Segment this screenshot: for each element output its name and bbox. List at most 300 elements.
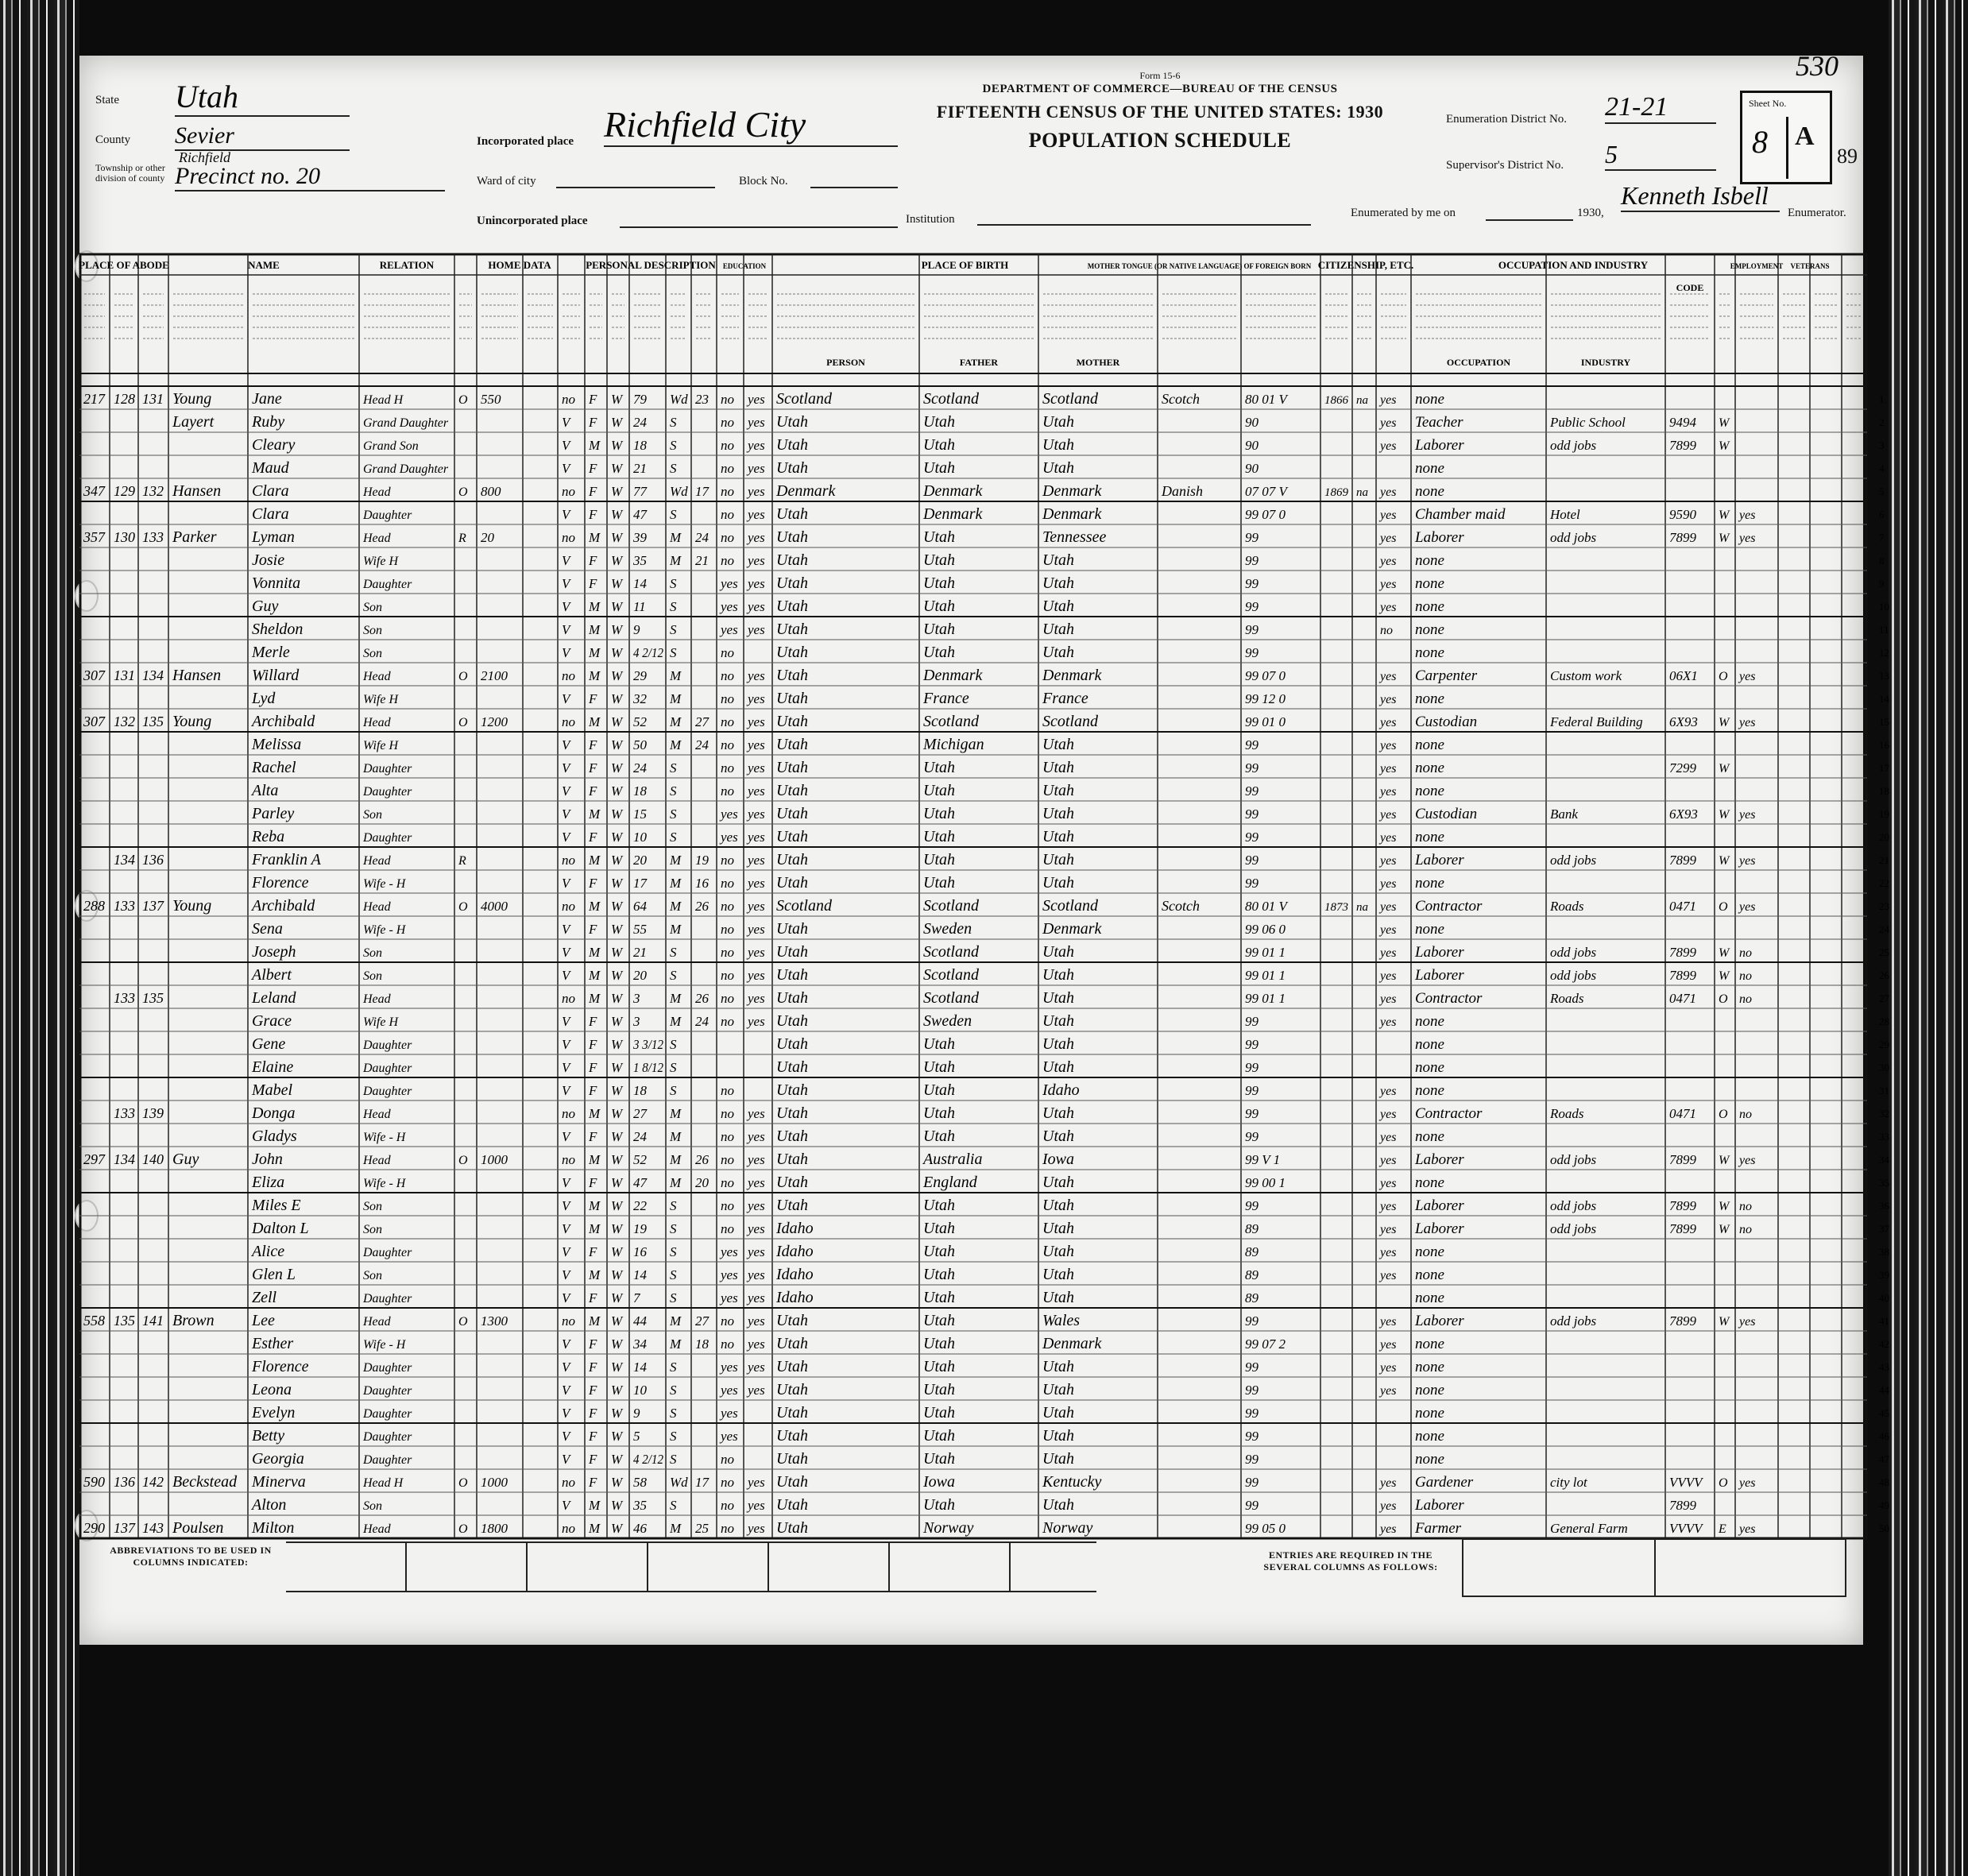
line-number: 44: [1879, 1384, 1889, 1396]
cell-bp: Utah: [776, 1450, 808, 1468]
cell-rd: yes: [748, 783, 765, 799]
cell-fa: Norway: [923, 1519, 974, 1537]
cell-rel: Wife H: [363, 1015, 398, 1029]
cell-sex: F: [589, 1083, 597, 1098]
cell-sex: F: [589, 1475, 597, 1490]
cell-farm: V: [562, 576, 570, 591]
table-row: [79, 644, 1889, 663]
cell-sch: yes: [721, 806, 738, 822]
cell-dw: 134: [114, 1151, 135, 1167]
cell-val: 1200: [481, 714, 508, 729]
cell-cd: 99: [1245, 876, 1259, 891]
cell-race: W: [611, 622, 623, 637]
line-number: 32: [1879, 1108, 1889, 1120]
cell-eng: yes: [1380, 1200, 1397, 1213]
cell-own: R: [458, 532, 466, 545]
cell-eng: yes: [1380, 1015, 1397, 1029]
cell-age: 3: [633, 991, 640, 1006]
cell-sex: M: [589, 899, 601, 914]
cell-mo: Iowa: [1042, 1151, 1074, 1168]
cell-mo: Utah: [1042, 1289, 1074, 1306]
cell-bp: Utah: [776, 1012, 808, 1030]
table-row: [79, 1519, 1889, 1538]
cell-fam: 133: [142, 529, 164, 545]
cell-sex: M: [589, 853, 601, 868]
table-row: [79, 621, 1889, 640]
cell-mo: Denmark: [1042, 505, 1102, 523]
cell-sex: F: [589, 1037, 597, 1052]
cell-given: Clara: [252, 482, 289, 500]
cell-sch: no: [721, 737, 734, 752]
cell-rel: Grand Daughter: [363, 462, 449, 476]
cell-eng: yes: [1380, 1315, 1397, 1329]
cell-ind: odd jobs: [1550, 530, 1597, 545]
cell-sex: M: [589, 1198, 601, 1213]
cell-occ: none: [1415, 644, 1444, 661]
cell-rel: Son: [363, 1269, 382, 1282]
cell-occ: Laborer: [1415, 1151, 1464, 1168]
cell-occ: none: [1415, 1359, 1444, 1375]
cell-fa: Utah: [923, 551, 955, 569]
cell-code: VVVV: [1669, 1475, 1703, 1490]
cell-sch: yes: [721, 599, 738, 614]
cell-eng: yes: [1380, 439, 1397, 453]
cell-agem: 21: [695, 553, 709, 568]
cell-eng: yes: [1380, 1522, 1397, 1536]
cell-bp: Utah: [776, 574, 808, 592]
cell-cls: O: [1719, 992, 1728, 1006]
cell-agem: 26: [695, 991, 709, 1006]
cell-bp: Utah: [776, 1496, 808, 1514]
cell-race: W: [611, 553, 623, 568]
cell-cd: 99 01 1: [1245, 991, 1286, 1006]
cell-farm: V: [562, 1498, 570, 1513]
cell-rel: Grand Daughter: [363, 416, 449, 430]
cell-fa: Utah: [923, 1035, 955, 1053]
cell-mar: S: [670, 945, 677, 960]
cell-agem: 24: [695, 530, 709, 545]
cell-eng: yes: [1380, 1476, 1397, 1490]
cell-mar: Wd: [670, 392, 688, 407]
cell-sch: no: [721, 1083, 734, 1098]
cell-sch: no: [721, 484, 734, 499]
cell-sch: yes: [721, 1244, 738, 1259]
cell-farm: no: [562, 1475, 575, 1490]
table-row: [79, 713, 1889, 732]
cell-rd: yes: [748, 1267, 765, 1282]
cell-cls: O: [1719, 670, 1728, 683]
cell-eng: yes: [1380, 1108, 1397, 1121]
cell-age: 1 8/12: [633, 1060, 664, 1075]
cell-eng: yes: [1380, 739, 1397, 752]
township-label: Township or other division of county: [95, 162, 165, 184]
cell-fa: Sweden: [923, 1012, 972, 1030]
cell-cls: W: [1719, 439, 1730, 453]
cell-mar: S: [670, 645, 677, 660]
cell-emp: no: [1739, 969, 1752, 983]
cell-eng: yes: [1380, 1499, 1397, 1513]
cell-mar: S: [670, 576, 677, 591]
cell-rd: yes: [748, 1106, 765, 1121]
cell-eng: yes: [1380, 1085, 1397, 1098]
cell-eng: yes: [1380, 601, 1397, 614]
cell-val: 800: [481, 484, 501, 499]
cell-age: 29: [633, 668, 647, 683]
cell-tongue: Scotch: [1162, 391, 1200, 407]
cell-mo: Denmark: [1042, 482, 1102, 500]
cell-sch: no: [721, 714, 734, 729]
cell-bp: Utah: [776, 1358, 808, 1375]
cell-rel: Head: [363, 1154, 391, 1167]
institution-label: Institution: [906, 213, 955, 226]
table-row: [79, 1381, 1890, 1400]
cell-rel: Wife - H: [363, 1177, 406, 1190]
cell-eng: yes: [1380, 854, 1397, 868]
cell-occ: none: [1415, 1013, 1444, 1030]
cell-fa: Utah: [923, 436, 955, 454]
cell-age: 5: [633, 1429, 640, 1444]
cell-rd: yes: [748, 760, 765, 776]
cell-occ: none: [1415, 1451, 1444, 1468]
cell-mar: S: [670, 438, 677, 453]
cell-agem: 19: [695, 853, 709, 868]
cell-mar: S: [670, 1498, 677, 1513]
census-sheet: [79, 50, 1889, 1645]
cell-rel: Head: [363, 1108, 391, 1121]
cell-ind: odd jobs: [1550, 1221, 1597, 1236]
cell-given: Jane: [252, 390, 282, 408]
cell-age: 10: [633, 830, 647, 845]
cell-st: 297: [83, 1151, 105, 1167]
cell-code: 7899: [1669, 438, 1696, 453]
cell-eng: yes: [1380, 509, 1397, 522]
cell-bp: Scotland: [776, 390, 832, 408]
enumerated-label: Enumerated by me on: [1351, 207, 1456, 219]
cell-rd: yes: [748, 1383, 765, 1398]
cell-given: Dalton L: [252, 1220, 309, 1237]
column-header-mother: MOTHER: [1076, 357, 1120, 368]
line-number: 47: [1879, 1453, 1889, 1465]
line-number: 8: [1879, 555, 1885, 567]
cell-code: 9590: [1669, 507, 1696, 522]
cell-occ: Gardener: [1415, 1474, 1474, 1491]
cell-age: 50: [633, 737, 647, 752]
cell-mo: Utah: [1042, 1381, 1074, 1398]
group-header-citizen: CITIZENSHIP, ETC.: [1317, 259, 1414, 271]
cell-given: Milton: [252, 1519, 295, 1537]
cell-eng: yes: [1380, 900, 1397, 914]
cell-mo: Denmark: [1042, 920, 1102, 938]
cell-mo: Utah: [1042, 1220, 1074, 1237]
cell-eng: yes: [1380, 555, 1397, 568]
cell-mo: Scotland: [1042, 897, 1098, 915]
cell-bp: Utah: [776, 874, 808, 892]
cell-dw: 133: [114, 990, 135, 1006]
cell-mo: Denmark: [1042, 667, 1102, 684]
cell-sex: F: [589, 1452, 597, 1467]
table-row: [79, 782, 1889, 801]
sd-label: Supervisor's District No.: [1446, 159, 1564, 172]
cell-sex: M: [589, 668, 601, 683]
cell-age: 15: [633, 806, 647, 822]
line-number: 16: [1879, 739, 1889, 751]
cell-mo: Utah: [1042, 943, 1074, 961]
cell-farm: V: [562, 1221, 570, 1236]
cell-fa: Utah: [923, 805, 955, 822]
cell-rd: yes: [748, 991, 765, 1006]
cell-farm: V: [562, 1452, 570, 1467]
cell-emp: no: [1739, 1223, 1752, 1236]
cell-agem: 18: [695, 1336, 709, 1352]
cell-occ: Contractor: [1415, 990, 1483, 1007]
cell-sex: M: [589, 1498, 601, 1513]
cell-rd: yes: [748, 714, 765, 729]
cell-farm: V: [562, 553, 570, 568]
table-row: [79, 759, 1890, 778]
table-row: [79, 1243, 1889, 1262]
cell-age: 22: [633, 1198, 647, 1213]
cell-fa: Utah: [923, 828, 955, 845]
cell-cd: 99: [1245, 737, 1259, 752]
cell-mar: M: [670, 530, 682, 545]
cell-bp: Utah: [776, 1381, 808, 1398]
department: DEPARTMENT OF COMMERCE—BUREAU OF THE CENSUS: [982, 83, 1338, 95]
cell-cd: 99: [1245, 622, 1259, 637]
cell-rel: Head: [363, 900, 391, 914]
cell-age: 21: [633, 945, 647, 960]
cell-age: 18: [633, 438, 647, 453]
cell-rd: yes: [748, 1290, 765, 1305]
table-row: [79, 828, 1889, 847]
institution-value: [977, 208, 1311, 226]
cell-farm: V: [562, 1037, 570, 1052]
cell-given: Esther: [252, 1335, 294, 1352]
table-row: [79, 989, 1890, 1008]
cell-bp: Idaho: [776, 1243, 814, 1260]
cell-sch: yes: [721, 622, 738, 637]
cell-rd: yes: [748, 599, 765, 614]
cell-mar: S: [670, 1267, 677, 1282]
cell-rel: Wife - H: [363, 1131, 406, 1144]
cell-cls: W: [1719, 969, 1730, 983]
ward-label: Ward of city: [477, 175, 536, 188]
cell-eng: no: [1380, 624, 1393, 637]
cell-mo: Utah: [1042, 551, 1074, 569]
cell-bp: Utah: [776, 1427, 808, 1445]
line-number: 46: [1879, 1430, 1889, 1442]
cell-farm: V: [562, 1383, 570, 1398]
cell-given: Reba: [252, 828, 285, 845]
cell-rel: Head: [363, 670, 391, 683]
cell-mo: Utah: [1042, 1174, 1074, 1191]
cell-cd: 89: [1245, 1221, 1259, 1236]
cell-cd: 99 00 1: [1245, 1175, 1286, 1190]
cell-rd: yes: [748, 507, 765, 522]
cell-rd: yes: [748, 1475, 765, 1490]
cell-eng: yes: [1380, 992, 1397, 1006]
line-number: 31: [1879, 1085, 1889, 1097]
cell-cd: 99: [1245, 530, 1259, 545]
cell-occ: none: [1415, 552, 1444, 569]
line-number: 42: [1879, 1338, 1889, 1350]
cell-cd: 99: [1245, 645, 1259, 660]
cell-given: Leland: [252, 989, 296, 1007]
cell-dw: 128: [114, 391, 135, 407]
cell-rd: yes: [748, 484, 765, 499]
line-number: 28: [1879, 1015, 1889, 1027]
table-row: [79, 551, 1885, 571]
table-row: [79, 966, 1890, 985]
grid-frame: [80, 254, 1866, 1538]
cell-rd: yes: [748, 1175, 765, 1190]
line-number: 21: [1879, 854, 1889, 866]
cell-rel: Son: [363, 601, 382, 614]
cell-given: Florence: [252, 1358, 309, 1375]
group-header-occupation: OCCUPATION AND INDUSTRY: [1498, 259, 1649, 271]
cell-rel: Head: [363, 1315, 391, 1329]
cell-farm: no: [562, 1313, 575, 1329]
line-number: 45: [1879, 1407, 1889, 1419]
cell-agem: 25: [695, 1521, 709, 1536]
cell-age: 17: [633, 876, 647, 891]
line-number: 1: [1879, 393, 1885, 405]
cell-rel: Son: [363, 808, 382, 822]
cell-race: W: [611, 1383, 623, 1398]
cell-rel: Daughter: [363, 1085, 412, 1098]
cell-own: O: [458, 900, 468, 914]
cell-farm: V: [562, 945, 570, 960]
cell-given: John: [252, 1151, 283, 1168]
side-number: 89: [1837, 145, 1858, 168]
cell-rel: Head: [363, 1522, 391, 1536]
cell-mar: M: [670, 1521, 682, 1536]
cell-bp: Utah: [776, 805, 808, 822]
cell-fa: Denmark: [923, 482, 983, 500]
ed-value: 21-21: [1605, 92, 1716, 124]
cell-given: Alton: [252, 1496, 287, 1514]
cell-bp: Utah: [776, 713, 808, 730]
cell-agem: 27: [695, 1313, 709, 1329]
cell-fa: Scotland: [923, 713, 979, 730]
cell-race: W: [611, 1198, 623, 1213]
cell-rd: yes: [748, 899, 765, 914]
cell-mar: M: [670, 553, 682, 568]
cell-age: 35: [633, 1498, 647, 1513]
cell-farm: V: [562, 599, 570, 614]
table-row: [79, 598, 1889, 617]
cell-fa: Utah: [923, 1058, 955, 1076]
cell-bp: Utah: [776, 828, 808, 845]
cell-occ: none: [1415, 760, 1444, 776]
cell-cd: 99 07 0: [1245, 507, 1286, 522]
column-header-person: PERSON: [826, 357, 865, 368]
cell-sex: F: [589, 760, 597, 776]
cell-farm: V: [562, 645, 570, 660]
cell-mar: M: [670, 991, 682, 1006]
cell-rel: Daughter: [363, 1384, 412, 1398]
line-number: 24: [1879, 923, 1889, 935]
cell-given: Josie: [252, 551, 285, 569]
cell-age: 19: [633, 1221, 647, 1236]
cell-sch: no: [721, 899, 734, 914]
cell-mar: S: [670, 1198, 677, 1213]
cell-age: 64: [633, 899, 647, 914]
form-number: Form 15-6: [1139, 70, 1181, 81]
sheet-number: 8: [1752, 124, 1768, 160]
cell-given: Rachel: [252, 759, 296, 776]
cell-occ: none: [1415, 1082, 1444, 1099]
cell-dw: 133: [114, 1105, 135, 1121]
cell-emp: yes: [1739, 808, 1756, 822]
census-title: FIFTEENTH CENSUS OF THE UNITED STATES: 1930: [936, 102, 1384, 122]
cell-occ: none: [1415, 460, 1444, 477]
cell-fa: Utah: [923, 1358, 955, 1375]
cell-cd: 07 07 V: [1245, 484, 1287, 499]
cell-rd: yes: [748, 415, 765, 430]
cell-given: Willard: [252, 667, 300, 684]
cell-cd: 99 01 1: [1245, 945, 1286, 960]
cell-rel: Wife H: [363, 555, 398, 568]
line-number: 30: [1879, 1062, 1889, 1073]
cell-farm: no: [562, 484, 575, 499]
cell-rd: yes: [748, 968, 765, 983]
cell-dw: 137: [114, 1520, 135, 1536]
cell-given: Joseph: [252, 943, 296, 961]
cell-fa: Utah: [923, 1289, 955, 1306]
cell-race: W: [611, 1152, 623, 1167]
line-number: 25: [1879, 946, 1889, 958]
cell-cd: 99: [1245, 599, 1259, 614]
cell-rd: yes: [748, 1313, 765, 1329]
cell-age: 52: [633, 714, 647, 729]
cell-code: 7899: [1669, 530, 1696, 545]
cell-race: W: [611, 1106, 623, 1121]
cell-given: Gene: [252, 1035, 286, 1053]
cell-cls: W: [1719, 716, 1730, 729]
table-row: [79, 459, 1885, 478]
cell-own: O: [458, 393, 468, 407]
cell-fa: Utah: [923, 1081, 955, 1099]
cell-st: 217: [83, 391, 105, 407]
cell-bp: Utah: [776, 943, 808, 961]
cell-fa: Utah: [923, 1496, 955, 1514]
cell-race: W: [611, 1175, 623, 1190]
cell-race: W: [611, 945, 623, 960]
cell-eng: yes: [1380, 1384, 1397, 1398]
cell-rd: yes: [748, 1152, 765, 1167]
cell-age: 77: [633, 484, 647, 499]
cell-cd: 99: [1245, 760, 1259, 776]
group-header-relation: RELATION: [379, 259, 435, 271]
cell-sex: F: [589, 415, 597, 430]
cell-rel: Head: [363, 854, 391, 868]
cell-bp: Utah: [776, 1035, 808, 1053]
abbreviations-box: [286, 1541, 1096, 1592]
group-header-tongue: MOTHER TONGUE (OR NATIVE LANGUAGE) OF FOREIGN BORN: [1087, 262, 1312, 270]
cell-cls: W: [1719, 416, 1730, 430]
cell-agem: 24: [695, 737, 709, 752]
cell-mar: S: [670, 806, 677, 822]
cell-rd: yes: [748, 1336, 765, 1352]
cell-given: Evelyn: [252, 1404, 296, 1422]
cell-cls: W: [1719, 808, 1730, 822]
cell-occ: Laborer: [1415, 1197, 1464, 1214]
cell-given: Donga: [252, 1104, 296, 1122]
cell-sur: Young: [172, 897, 212, 915]
line-number: 17: [1879, 762, 1889, 774]
table-row: [79, 505, 1885, 524]
cell-rd: yes: [748, 737, 765, 752]
